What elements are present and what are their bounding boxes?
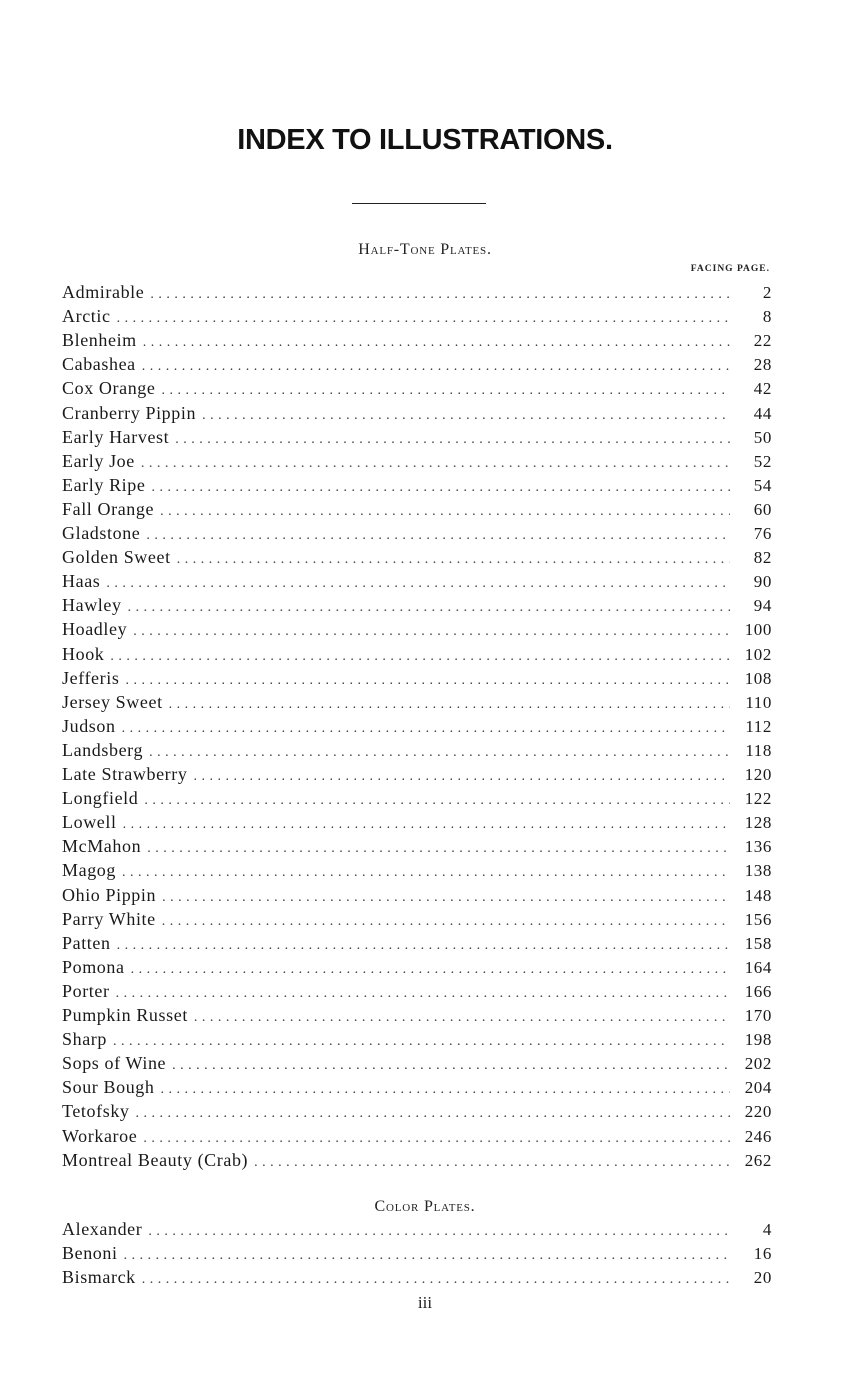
entry-name: Haas	[62, 571, 101, 592]
entry-name: Early Joe	[62, 450, 135, 471]
index-entry	[62, 451, 772, 473]
page-title: INDEX TO ILLUSTRATIONS.	[237, 124, 613, 156]
index-entry	[62, 957, 772, 979]
index-entry	[62, 595, 772, 617]
entry-name: Sops of Wine	[62, 1053, 167, 1074]
dot-leader	[172, 1058, 730, 1074]
entry-page-number: 94	[753, 596, 772, 616]
entry-page-number: 4	[762, 1220, 772, 1239]
dot-leader	[142, 1272, 730, 1288]
index-entry	[62, 403, 772, 425]
index-entry	[62, 499, 772, 521]
index-entry	[62, 282, 772, 304]
dot-leader	[142, 359, 730, 375]
entry-name: Jersey Sweet	[62, 691, 163, 712]
entry-page-number: 158	[744, 933, 772, 953]
dot-leader	[124, 1248, 730, 1264]
entry-page-number: 156	[744, 909, 772, 929]
entry-name: Alexander	[62, 1219, 143, 1239]
entry-page-number: 20	[753, 1268, 772, 1287]
entry-name: Magog	[62, 860, 116, 881]
entry-name: Cox Orange	[62, 378, 156, 399]
index-entry	[62, 1005, 772, 1027]
index-entry	[62, 740, 772, 762]
entry-name: Admirable	[62, 282, 145, 302]
entry-name: Pumpkin Russet	[62, 1005, 188, 1025]
index-entry	[62, 812, 772, 834]
entry-page-number: 42	[753, 379, 772, 399]
entry-name: Parry White	[62, 908, 156, 929]
entry-name: Blenheim	[62, 330, 137, 351]
entry-name: Patten	[62, 932, 111, 953]
index-entry	[62, 933, 772, 955]
entry-name: Tetofsky	[62, 1101, 130, 1122]
index-entry	[62, 1267, 772, 1289]
entry-page-number: 220	[744, 1102, 772, 1122]
dot-leader	[110, 649, 730, 665]
index-entry	[62, 378, 772, 400]
dot-leader	[122, 865, 730, 881]
entry-name: Cranberry Pippin	[62, 402, 197, 423]
dot-leader	[122, 721, 730, 737]
index-entry	[62, 475, 772, 497]
dot-leader	[131, 962, 730, 978]
dot-leader	[151, 480, 730, 496]
dot-leader	[162, 890, 730, 906]
index-entry	[62, 836, 772, 858]
entry-page-number: 44	[753, 403, 772, 423]
section-heading-color: Color Plates.	[374, 1198, 476, 1215]
entry-page-number: 2	[762, 283, 772, 302]
dot-leader	[125, 673, 730, 689]
entry-page-number: 22	[753, 331, 772, 351]
dot-leader	[254, 1155, 730, 1171]
entry-name: Judson	[62, 715, 116, 736]
index-entry	[62, 571, 772, 593]
dot-leader	[150, 287, 730, 303]
entry-page-number: 204	[744, 1078, 772, 1098]
dot-leader	[113, 1034, 730, 1050]
dot-leader	[144, 793, 730, 809]
index-entry	[62, 1029, 772, 1051]
index-entry	[62, 716, 772, 738]
index-entry	[62, 1219, 772, 1241]
index-entry	[62, 354, 772, 376]
entry-page-number: 246	[744, 1126, 772, 1146]
entry-page-number: 8	[762, 307, 772, 327]
dot-leader	[123, 817, 730, 833]
entry-name: Sour Bough	[62, 1077, 155, 1098]
entry-page-number: 60	[753, 499, 772, 519]
dot-leader	[136, 1106, 730, 1122]
dot-leader	[177, 552, 730, 568]
entry-page-number: 16	[753, 1244, 772, 1263]
dot-leader	[117, 311, 730, 327]
entry-name: Golden Sweet	[62, 547, 171, 568]
index-entry	[62, 1243, 772, 1265]
index-entry	[62, 860, 772, 882]
dot-leader	[161, 1082, 730, 1098]
index-entry	[62, 885, 772, 907]
entry-name: Hoadley	[62, 619, 128, 640]
entry-name: Pomona	[62, 956, 125, 977]
dot-leader	[146, 528, 730, 544]
entry-page-number: 100	[744, 620, 772, 640]
dot-leader	[149, 745, 730, 761]
entry-page-number: 262	[744, 1150, 772, 1170]
entry-page-number: 138	[744, 861, 772, 881]
entry-name: Early Ripe	[62, 474, 146, 495]
entry-page-number: 54	[753, 475, 772, 495]
dot-leader	[133, 624, 730, 640]
entry-name: Sharp	[62, 1029, 107, 1050]
dot-leader	[117, 938, 730, 954]
entry-page-number: 128	[744, 813, 772, 833]
entry-name: Bismarck	[62, 1267, 136, 1287]
dot-leader	[194, 1010, 730, 1026]
entry-name: Late Strawberry	[62, 764, 188, 784]
index-entry	[62, 909, 772, 931]
entry-page-number: 148	[744, 885, 772, 905]
dot-leader	[162, 914, 730, 930]
index-entry	[62, 619, 772, 641]
dot-leader	[148, 1224, 730, 1240]
entry-name: Gladstone	[62, 523, 141, 543]
index-entry	[62, 692, 772, 714]
index-entry	[62, 644, 772, 666]
entry-name: Montreal Beauty (Crab)	[62, 1149, 249, 1170]
index-entry	[62, 427, 772, 449]
dot-leader	[143, 1131, 730, 1147]
index-entry	[62, 981, 772, 1003]
index-entry	[62, 1101, 772, 1123]
dot-leader	[161, 383, 730, 399]
page-number: iii	[417, 1293, 433, 1312]
entry-page-number: 170	[744, 1006, 772, 1025]
entry-page-number: 112	[745, 716, 772, 736]
entry-page-number: 136	[744, 837, 772, 857]
section-heading-half-tone: Half-Tone Plates.	[358, 241, 492, 258]
entry-name: Hook	[62, 643, 105, 664]
entry-name: Longfield	[62, 788, 139, 809]
entry-page-number: 122	[744, 789, 772, 809]
index-entry	[62, 330, 772, 352]
dot-leader	[147, 841, 730, 857]
dot-leader	[141, 456, 730, 472]
facing-page-label: FACING PAGE.	[690, 264, 770, 274]
entry-page-number: 198	[744, 1030, 772, 1050]
dot-leader	[169, 697, 730, 713]
entry-page-number: 90	[753, 572, 772, 592]
index-entry	[62, 668, 772, 690]
index-entry	[62, 523, 772, 545]
entry-name: Jefferis	[62, 667, 120, 688]
entry-name: Arctic	[62, 306, 111, 327]
index-entry	[62, 1126, 772, 1148]
entry-name: Lowell	[62, 812, 117, 833]
dot-leader	[143, 335, 730, 351]
entry-page-number: 164	[744, 957, 772, 977]
entry-name: Cabashea	[62, 354, 136, 375]
entry-page-number: 50	[753, 427, 772, 447]
entry-page-number: 166	[744, 981, 772, 1001]
index-entry	[62, 547, 772, 569]
entry-page-number: 110	[745, 692, 772, 712]
dot-leader	[175, 432, 730, 448]
dot-leader	[202, 408, 730, 424]
index-entry	[62, 764, 772, 786]
entry-page-number: 108	[744, 668, 772, 688]
entry-name: Ohio Pippin	[62, 884, 157, 905]
index-entry	[62, 306, 772, 328]
entry-page-number: 52	[753, 451, 772, 471]
entry-page-number: 202	[744, 1054, 772, 1074]
entry-page-number: 76	[753, 524, 772, 543]
dot-leader	[193, 769, 730, 785]
entry-name: Hawley	[62, 595, 122, 616]
title-rule	[352, 203, 486, 204]
index-entry	[62, 788, 772, 810]
entry-name: Landsberg	[62, 739, 144, 760]
index-entry	[62, 1077, 772, 1099]
entry-name: Workaroe	[62, 1125, 138, 1146]
dot-leader	[106, 576, 730, 592]
entry-name: Porter	[62, 980, 110, 1001]
entry-page-number: 28	[753, 355, 772, 375]
entry-name: Benoni	[62, 1243, 118, 1263]
entry-name: McMahon	[62, 836, 142, 857]
dot-leader	[160, 504, 730, 520]
entry-page-number: 118	[745, 740, 772, 760]
dot-leader	[116, 986, 730, 1002]
dot-leader	[128, 600, 730, 616]
entry-name: Early Harvest	[62, 426, 170, 447]
index-entry	[62, 1053, 772, 1075]
entry-page-number: 102	[744, 644, 772, 664]
entry-name: Fall Orange	[62, 498, 155, 519]
entry-page-number: 82	[753, 548, 772, 568]
index-entry	[62, 1150, 772, 1172]
entry-page-number: 120	[744, 765, 772, 784]
